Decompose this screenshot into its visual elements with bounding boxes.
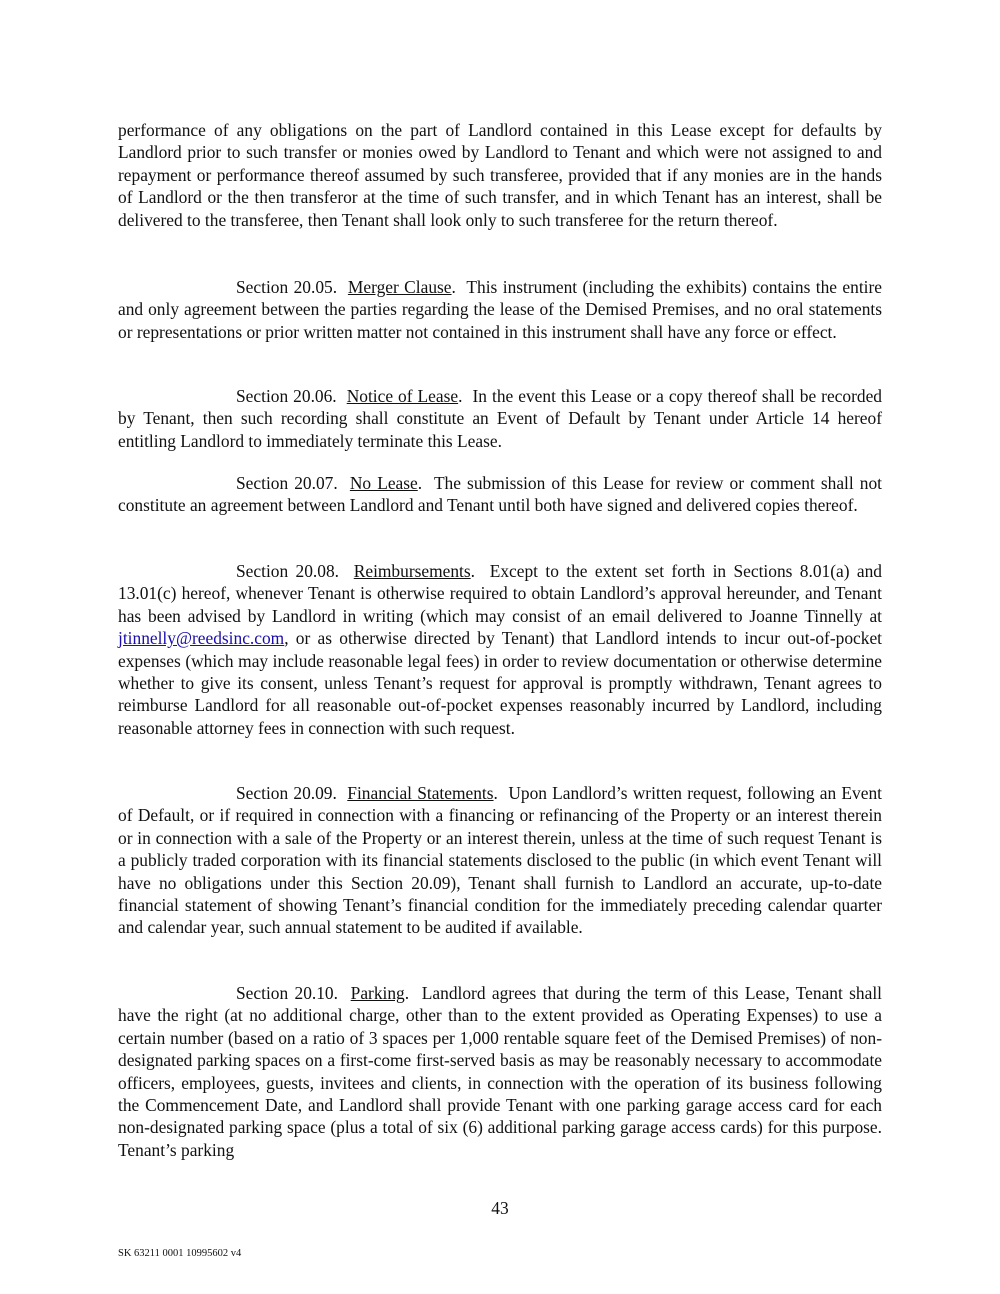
page-number: 43 [491,1198,509,1218]
section-title: Parking [350,983,405,1003]
section-number: Section 20.09. [236,783,337,803]
document-id: SK 63211 0001 10995602 v4 [118,1248,242,1259]
section-body: Landlord agrees that during the term of this Lease, Tenant shall have the right (at no additional charge, other than to the extent provided as Operating Expenses) to use a certain number (based on a ratio of 3 spaces per 1,000 rentable square feet of the Demised Premises) of non-designated parking spaces on a first-come first-served basis as may be reasonably necessary to accommodate officers, employees, guests, invitees and clients, in connection with the operation of its business following the Commencement Date, and Landlord shall provide Tenant with one parking garage access card for each non-designated parking space (plus a total of six (6) additional parking garage access cards) for this purpose. Tenant’s parking [118,983,882,1160]
section-number: Section 20.07. [236,473,338,493]
section-title: Reimbursements [353,561,471,581]
section-title: Notice of Lease [346,386,459,406]
section-title: Merger Clause [347,277,452,297]
intro-text: performance of any obligations on the part of Landlord contained in this Lease except for defaults by Landlord prior to such transfer or monies owed by Landlord to Tenant and which were not assigned to and repayment or performance thereof assumed by such transferee, provided that if any monies are in the hands of Landlord or the then transferor at the time of such transfer, and in which Tenant has an interest, shall be delivered to the transferee, then Tenant shall look only to such transferee for the return thereof. [118,120,882,230]
section-number: Section 20.08. [236,561,340,581]
section-20-05: Section 20.05. Merger Clause. This instrument (including the exhibits) contains the entire and only agreement between the parties regarding the lease of the Demised Premises, and no oral statements or representations or prior written matter not contained in this instrument shall have any force or effect. [118,277,882,342]
section-20-09: Section 20.09. Financial Statements. Upon Landlord’s written request, following an Event of Default, or if required in connection with a financing or refinancing of the Property or an interest therein or in connection with a sale of the Property or an interest therein, unless at the time of such request Tenant is a publicly traded corporation with its financial statements disclosed to the public (in which event Tenant will have no obligations under this Section 20.09), Tenant shall furnish to Landlord an accurate, up-to-date financial statement of showing Tenant’s financial condition for the immediately preceding calendar quarter and calendar year, such annual statement to be audited if available. [118,783,882,938]
section-body-before-link: Except to the extent set forth in Sections 8.01(a) and 13.01(c) hereof, whenever Tenant is otherwise required to obtain Landlord’s approval hereunder, and Tenant has been advised by Landlord in writing (which may consist of an email delivered to Joanne Tinnelly at [118,561,882,626]
section-body: Upon Landlord’s written request, following an Event of Default, or if required in connection with a financing or refinancing of the Property or an interest therein or in connection with a sale of the Property or an interest therein, unless at the time of such request Tenant is a publicly traded corporation with its financial statements disclosed to the public (in which event Tenant will have no obligations under this Section 20.09), Tenant shall furnish to Landlord an accurate, up-to-date financial statement of showing Tenant’s financial condition for the immediately preceding calendar quarter and calendar year, such annual statement to be audited if available. [118,783,882,938]
email-link[interactable]: jtinnelly@reedsinc.com [118,628,285,649]
section-title: No Lease [349,473,418,493]
section-20-06: Section 20.06. Notice of Lease. In the event this Lease or a copy thereof shall be recorded by Tenant, then such recording shall constitute an Event of Default by Tenant under Article 14 hereof entitling Landlord to immediately terminate this Lease. [118,386,882,451]
section-title: Financial Statements [347,783,494,803]
section-20-10: Section 20.10. Parking. Landlord agrees that during the term of this Lease, Tenant shall have the right (at no additional charge, other than to the extent provided as Operating Expenses) to use a certain number (based on a ratio of 3 spaces per 1,000 rentable square feet of the Demised Premises) of non-designated parking spaces on a first-come first-served basis as may be reasonably necessary to accommodate officers, employees, guests, invitees and clients, in connection with the operation of its business following the Commencement Date, and Landlord shall provide Tenant with one parking garage access card for each non-designated parking space (plus a total of six (6) additional parking garage access cards) for this purpose. Tenant’s parking [118,983,882,1160]
intro-paragraph [118,119,882,231]
section-body-after-link: , or as otherwise directed by Tenant) that Landlord intends to incur out-of-pocket expenses (which may include reasonable legal fees) in order to review documentation or otherwise determine whether to give its consent, unless Tenant’s request for approval is promptly withdrawn, Tenant agrees to reimburse Landlord for all reasonable out-of-pocket expenses reasonably incurred by Landlord, including reasonable attorney fees in connection with such request. [118,628,882,738]
section-body: This instrument (including the exhibits) contains the entire and only agreement between the parties regarding the lease of the Demised Premises, and no oral statements or representations or prior written matter not contained in this instrument shall have any force or effect. [118,277,882,342]
section-number: Section 20.06. [236,386,337,406]
section-number: Section 20.10. [236,983,338,1003]
section-body: In the event this Lease or a copy thereof shall be recorded by Tenant, then such recording shall constitute an Event of Default by Tenant under Article 14 hereof entitling Landlord to immediately terminate this Lease. [118,386,882,451]
section-20-07: Section 20.07. No Lease. The submission of this Lease for review or comment shall not constitute an agreement between Landlord and Tenant until both have signed and delivered copies thereof. [118,473,882,516]
section-body: The submission of this Lease for review or comment shall not constitute an agreement between Landlord and Tenant until both have signed and delivered copies thereof. [118,473,882,516]
section-20-08: Section 20.08. Reimbursements. Except to the extent set forth in Sections 8.01(a) and 13.01(c) hereof, whenever Tenant is otherwise required to obtain Landlord’s approval hereunder, and Tenant has been advised by Landlord in writing (which may consist of an email delivered to Joanne Tinnelly at jtinnelly@reedsinc.com, or as otherwise directed by Tenant) that Landlord intends to incur out-of-pocket expenses (which may include reasonable legal fees) in order to review documentation or otherwise determine whether to give its consent, unless Tenant’s request for approval is promptly withdrawn, Tenant agrees to reimburse Landlord for all reasonable out-of-pocket expenses reasonably incurred by Landlord, including reasonable attorney fees in connection with such request. [118,561,882,738]
section-number: Section 20.05. [236,277,338,297]
